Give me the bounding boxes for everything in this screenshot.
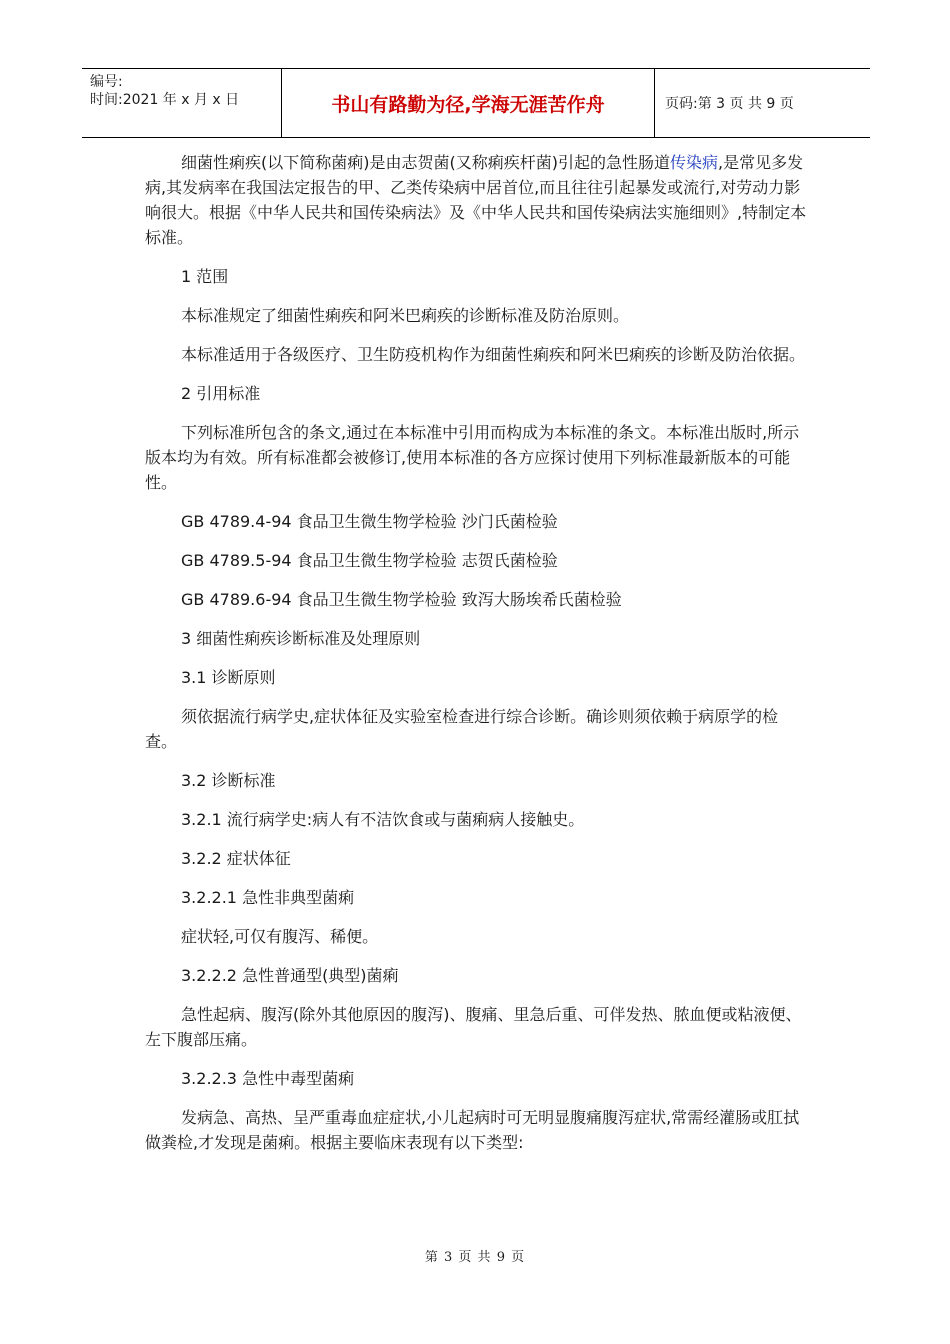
reference-standard-2: GB 4789.5-94 食品卫生微生物学检验 志贺氏菌检验 xyxy=(181,551,558,570)
reference-paragraph: 下列标准所包含的条文,通过在本标准中引用而构成为本标准的条文。本标准出版时,所示版本均为有效。所有标准都会被修订,使用本标准的各方应探讨使用下列标准最新版本的可能性。 xyxy=(145,423,800,492)
reference-standard-3: GB 4789.6-94 食品卫生微生物学检验 致泻大肠埃希氏菌检验 xyxy=(181,590,622,609)
intro-paragraph xyxy=(145,150,807,250)
section-3-1-heading: 3.1 诊断原则 xyxy=(181,668,276,687)
document-body xyxy=(145,150,807,1155)
section-3-heading: 3 细菌性痢疾诊断标准及处理原则 xyxy=(181,629,421,648)
header-motto: 书山有路勤为径,学海无涯苦作舟 xyxy=(282,69,655,137)
scope-paragraph-1: 本标准规定了细菌性痢疾和阿米巴痢疾的诊断标准及防治原则。 xyxy=(181,306,630,325)
section-3-2-heading: 3.2 诊断标准 xyxy=(181,771,276,790)
intro-text-1: 细菌性痢疾(以下简称菌痢)是由志贺菌(又称痢疾杆菌)引起的急性肠道 xyxy=(181,153,670,172)
scope-paragraph-2: 本标准适用于各级医疗、卫生防疫机构作为细菌性痢疾和阿米巴痢疾的诊断及防治依据。 xyxy=(181,345,806,364)
section-3-2-2-2-heading: 3.2.2.2 急性普通型(典型)菌痢 xyxy=(181,966,399,985)
section-3-2-2-heading: 3.2.2 症状体征 xyxy=(181,849,291,868)
page-footer: 第 3 页 共 9 页 xyxy=(424,1250,526,1265)
document-header xyxy=(82,68,870,138)
document-time-label: 时间:2021 年 x 月 x 日 xyxy=(90,92,240,108)
section-1-heading: 1 范围 xyxy=(181,267,229,286)
section-3-2-1-text: 3.2.1 流行病学史:病人有不洁饮食或与菌痢病人接触史。 xyxy=(181,810,585,829)
section-3-1-paragraph: 须依据流行病学史,症状体征及实验室检查进行综合诊断。确诊则须依赖于病原学的检查。 xyxy=(145,707,779,751)
section-3-2-2-3-paragraph: 发病急、高热、呈严重毒血症症状,小儿起病时可无明显腹痛腹泻症状,常需经灌肠或肛拭做粪检,才发现是菌痢。根据主要临床表现有以下类型: xyxy=(145,1108,800,1152)
document-number-label: 编号: xyxy=(90,74,123,90)
header-page-number: 页码:第 3 页 共 9 页 xyxy=(665,96,794,112)
section-3-2-2-1-heading: 3.2.2.1 急性非典型菌痢 xyxy=(181,888,355,907)
section-3-2-2-3-heading: 3.2.2.3 急性中毒型菌痢 xyxy=(181,1069,355,1088)
reference-standard-1: GB 4789.4-94 食品卫生微生物学检验 沙门氏菌检验 xyxy=(181,512,558,531)
infectious-disease-link[interactable]: 传染病 xyxy=(669,153,718,172)
header-meta xyxy=(82,69,282,137)
intro-text-2: ,是常见多发病,其发病率在我国法定报告的甲、乙类传染病中居首位,而且往往引起暴发或流行,对劳动力影响很大。根据《中华人民共和国传染病法》及《中华人民共和国传染病法实施细则》,特制定本标准。 xyxy=(145,153,807,247)
section-3-2-2-1-paragraph: 症状轻,可仅有腹泻、稀便。 xyxy=(181,927,379,946)
section-3-2-2-2-paragraph: 急性起病、腹泻(除外其他原因的腹泻)、腹痛、里急后重、可伴发热、脓血便或粘液便、左下腹部压痛。 xyxy=(145,1005,802,1049)
section-2-heading: 2 引用标准 xyxy=(181,384,261,403)
